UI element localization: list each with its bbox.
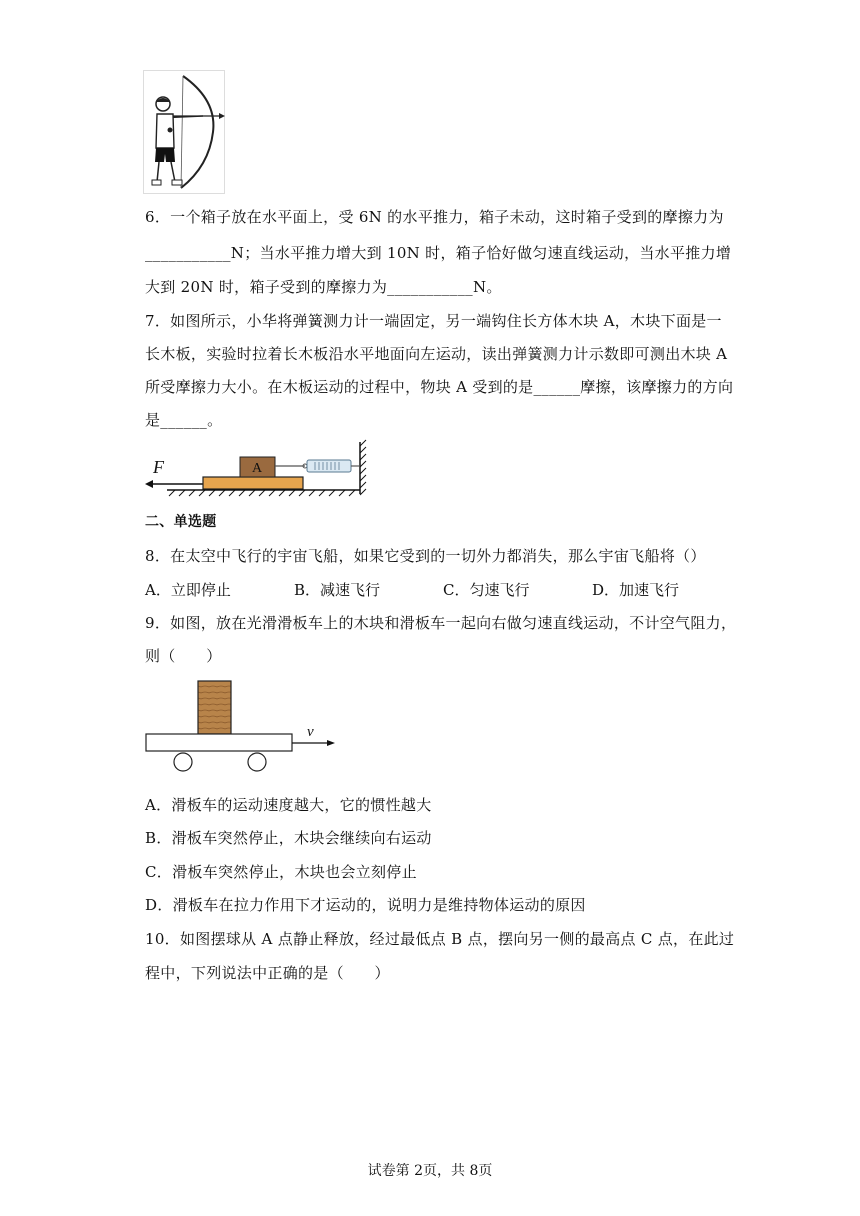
velocity-label: v xyxy=(307,724,314,740)
q9-option-a: A．滑板车的运动速度越大，它的惯性越大 xyxy=(145,796,432,814)
q6-line-1: 6．一个箱子放在水平面上，受 6N 的水平推力，箱子未动，这时箱子受到的摩擦力为 xyxy=(145,208,724,226)
q8-stem: 8．在太空中飞行的宇宙飞船，如果它受到的一切外力都消失，那么宇宙飞船将（） xyxy=(145,547,706,565)
q6-line-3: 大到 20N 时，箱子受到的摩擦力为___________N。 xyxy=(145,278,502,296)
skateboard-figure xyxy=(145,678,340,776)
q9-line-2: 则（ ） xyxy=(145,647,222,665)
q6-line-2: ___________N；当水平推力增大到 10N 时，箱子恰好做匀速直线运动，当水平推力增 xyxy=(145,244,732,262)
q8-option-a: A．立即停止 xyxy=(145,581,231,599)
section-heading: 二、单选题 xyxy=(145,514,217,530)
archer-figure xyxy=(143,70,225,194)
page-footer: 试卷第 2页，共 8页 xyxy=(367,1163,493,1179)
q7-line-1: 7．如图所示，小华将弹簧测力计一端固定，另一端钩住长方体木块 A，木块下面是一 xyxy=(145,312,722,330)
friction-figure xyxy=(145,440,370,498)
q7-line-4: 是______。 xyxy=(145,411,223,429)
q8-option-d: D．加速飞行 xyxy=(592,581,680,599)
q10-line-1: 10．如图摆球从 A 点静止释放，经过最低点 B 点，摆向另一侧的最高点 C 点，在此过 xyxy=(145,930,735,948)
q10-line-2: 程中，下列说法中正确的是（ ） xyxy=(145,964,390,982)
q9-line-1: 9．如图，放在光滑滑板车上的木块和滑板车一起向右做匀速直线运动，不计空气阻力， xyxy=(145,614,737,632)
q9-option-d: D．滑板车在拉力作用下才运动的，说明力是维持物体运动的原因 xyxy=(145,896,586,914)
q7-line-2: 长木板，实验时拉着长木板沿水平地面向左运动，读出弹簧测力计示数即可测出木块 A xyxy=(145,345,728,363)
block-label: A xyxy=(251,461,263,476)
force-label: F xyxy=(153,457,164,477)
q7-line-3: 所受摩擦力大小。在木板运动的过程中，物块 A 受到的是______摩擦，该摩擦力的方向 xyxy=(145,378,734,396)
q9-option-b: B．滑板车突然停止，木块会继续向右运动 xyxy=(145,829,432,847)
q8-option-c: C．匀速飞行 xyxy=(443,581,530,599)
q9-option-c: C．滑板车突然停止，木块也会立刻停止 xyxy=(145,863,417,881)
q8-option-b: B．减速飞行 xyxy=(294,581,381,599)
